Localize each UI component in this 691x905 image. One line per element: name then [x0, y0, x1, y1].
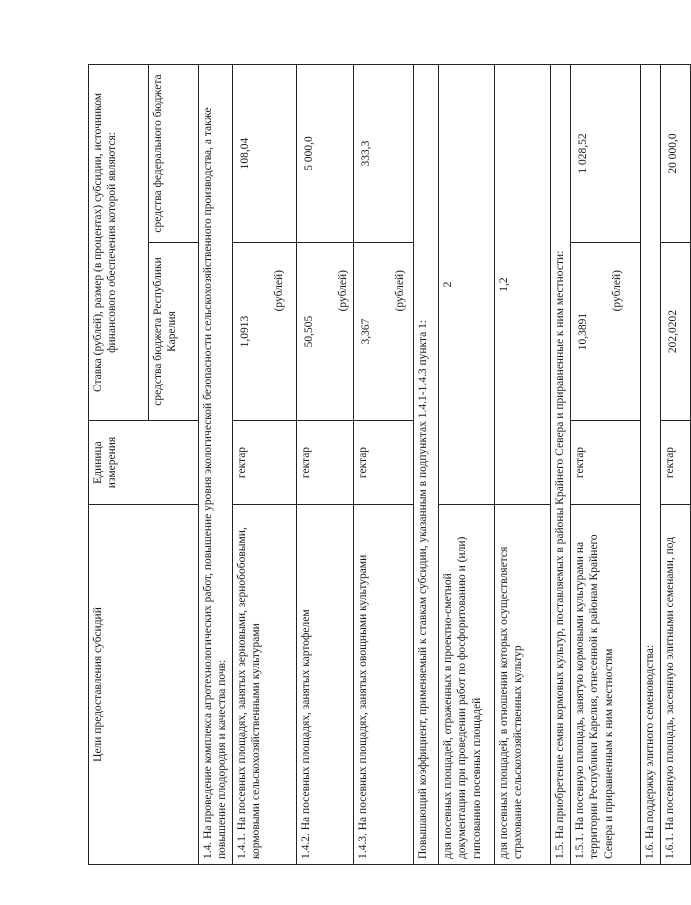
header-goal: Цели предоставления субсидий: [89, 505, 199, 865]
coef-2-goal: для посевных площадей, в отношении которых осуществляется страхование сельскохозяйственных культур: [494, 505, 550, 865]
coef-2-value: 1,2: [494, 64, 550, 504]
header-rep-budget: средства бюджета Республики Карелия: [149, 243, 199, 421]
row-1-4-3-fed-value: 333,3: [359, 140, 372, 167]
coef-1-value: 2: [438, 64, 494, 504]
row-1-5-1-fed: [570, 64, 640, 242]
coef-1-goal: для посевных площадей, отраженных в проектно-сметной документации при проведении работ по фосфоритованию и (или) гипсованию посевных площадей: [438, 505, 494, 865]
table-row: [233, 64, 297, 864]
row-1-5-1-goal: 1.5.1. На посевную площадь, занятую кормовыми культурами на территории Республики Карелия, отнесенной к районам Крайнего Севера и приравненным к ним местностям: [570, 505, 640, 865]
row-1-4-3-rep: [353, 243, 413, 421]
row-1-4-2-rep: [297, 243, 354, 421]
table-row: [199, 64, 233, 864]
table-row: [550, 64, 570, 864]
row-1-4-1-rep: [233, 243, 297, 421]
table-row: [297, 64, 354, 864]
table-row: [438, 64, 494, 864]
row-1-5-1-fed-value: 1 028,52: [576, 133, 589, 174]
row-1-4-2-note: (рублей): [337, 270, 350, 312]
table-row: [570, 64, 640, 864]
row-1-5-1-rep-value: 10,3891: [576, 312, 589, 351]
table-row: [640, 64, 660, 864]
row-1-6-1-fed-value: 20 000,0: [666, 133, 679, 174]
section-1-4: 1.4. На проведение комплекса агротехнологических работ, повышение уровня экологической безопасности сельскохозяйственного производства, а также повышение плодородия и качества почв:: [199, 64, 233, 864]
subsidy-table: [88, 64, 691, 865]
row-1-6-1-unit: гектар: [660, 421, 690, 505]
row-1-6-1-rep: [660, 243, 690, 421]
row-1-4-3-goal: 1.4.3. На посевных площадях, занятых овощными культурами: [353, 505, 413, 865]
table-row: [353, 64, 413, 864]
table-row: [660, 64, 690, 864]
row-1-6-1-fed: [660, 64, 690, 242]
row-1-6-1-rep-value: 202,0202: [666, 309, 679, 354]
row-1-5-1-rep: [570, 243, 640, 421]
header-fed-budget: средства федерального бюджета: [149, 64, 199, 242]
row-1-6-1-goal: 1.6.1. На посевную площадь, засеянную элитными семенами, под: [660, 505, 690, 865]
header-rate: Ставка (рублей), размер (в процентах) субсидии, источником финансового обеспечения которой являются:: [89, 64, 149, 420]
row-1-4-1-goal: 1.4.1. На посевных площадях, занятых зерновыми, зернобобовыми, кормовыми сельскохозяйственными культурами: [233, 505, 297, 865]
row-1-5-1-unit: гектар: [570, 421, 640, 505]
row-1-4-3-fed: [353, 64, 413, 242]
header-unit: Единица измерения: [89, 421, 199, 505]
row-1-4-2-rep-value: 50,505: [303, 315, 315, 348]
row-1-4-3-note: (рублей): [394, 270, 407, 312]
row-1-4-2-unit: гектар: [297, 421, 354, 505]
table-row: [413, 64, 438, 864]
row-1-4-1-fed: [233, 64, 297, 242]
row-1-4-1-rep-value: 1,0913: [239, 315, 251, 348]
section-1-5: 1.5. На приобретение семян кормовых культур, поставляемых в районы Крайнего Севера и приравненные к ним местности:: [550, 64, 570, 864]
row-1-4-1-note: (рублей): [273, 270, 286, 312]
section-1-6: 1.6. На поддержку элитного семеноводства:: [640, 64, 660, 864]
table-row: [494, 64, 550, 864]
row-1-4-2-fed: [297, 64, 354, 242]
row-1-4-2-goal: 1.4.2. На посевных площадях, занятых картофелем: [297, 505, 354, 865]
row-1-4-2-fed-value: 5 000,0: [303, 136, 315, 171]
row-1-4-1-unit: гектар: [233, 421, 297, 505]
coefficient-heading: Повышающий коэффициент, применяемый к ставкам субсидии, указанным в подпунктах 1.4.1-1.4.3 пункта 1:: [413, 64, 438, 864]
row-1-4-3-unit: гектар: [353, 421, 413, 505]
row-1-4-1-fed-value: 108,04: [239, 137, 251, 170]
row-1-5-1-note: (рублей): [611, 270, 624, 312]
row-1-4-3-rep-value: 3,367: [359, 318, 372, 345]
